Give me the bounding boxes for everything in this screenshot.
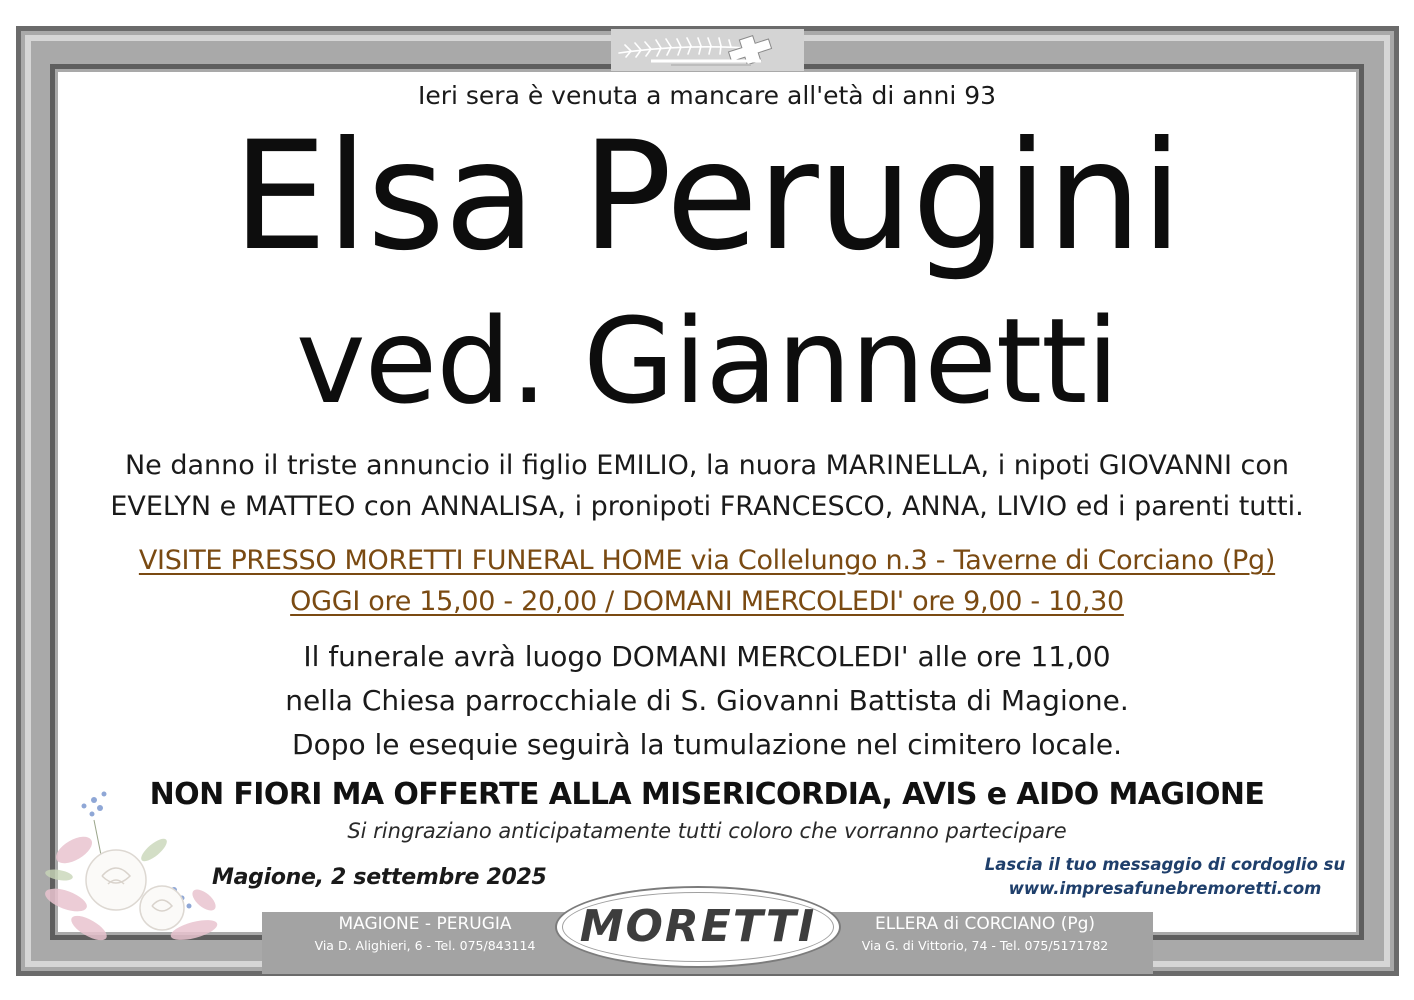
family-announcement-line-1: Ne danno il triste annuncio il figlio EMILIO, la nuora MARINELLA, i nipoti GIOVANNI con (124, 450, 1290, 481)
thanks-text: Si ringraziano anticipatamente tutti coloro che vorranno partecipare (347, 819, 1067, 843)
left-office-city: MAGIONE - PERUGIA (338, 914, 512, 934)
condolence-website-link[interactable]: www.impresafunebremoretti.com (1008, 879, 1322, 898)
condolence-prompt: Lascia il tuo messaggio di cordoglio su (984, 855, 1346, 874)
place-and-date: Magione, 2 settembre 2025 (212, 865, 547, 890)
brand-logo: MORETTI (579, 901, 817, 952)
no-flowers-notice: NON FIORI MA OFFERTE ALLA MISERICORDIA, AVIS e AIDO MAGIONE (149, 777, 1265, 812)
funeral-info-line-3: Dopo le esequie seguirà la tumulazione nel cimitero locale. (292, 728, 1122, 761)
intro-text: Ieri sera è venuta a mancare all'età di anni 93 (417, 81, 997, 110)
visits-info-line-1: VISITE PRESSO MORETTI FUNERAL HOME via Collelungo n.3 - Taverne di Corciano (Pg) (138, 545, 1276, 576)
right-office-city: ELLERA di CORCIANO (Pg) (874, 914, 1096, 934)
left-office-info (290, 912, 560, 956)
funeral-info-line-1: Il funerale avrà luogo DOMANI MERCOLEDI' alle ore 11,00 (303, 640, 1111, 673)
white-roses-bouquet-icon (44, 780, 234, 945)
deceased-married-name: ved. Giannetti (295, 292, 1119, 430)
family-announcement-line-2: EVELYN e MATTEO con ANNALISA, i pronipoti FRANCESCO, ANNA, LIVIO ed i parenti tutti. (110, 491, 1304, 522)
left-office-address: Via D. Alighieri, 6 - Tel. 075/843114 (314, 938, 536, 953)
visits-info-line-2: OGGI ore 15,00 - 20,00 / DOMANI MERCOLEDI' ore 9,00 - 10,30 (290, 586, 1124, 617)
right-office-info (845, 912, 1125, 956)
palm-and-cross-icon (611, 29, 804, 71)
deceased-name: Elsa Perugini (232, 110, 1182, 284)
right-office-address: Via G. di Vittorio, 74 - Tel. 075/5171782 (861, 938, 1109, 953)
funeral-info-line-2: nella Chiesa parrocchiale di S. Giovanni Battista di Magione. (285, 684, 1129, 717)
